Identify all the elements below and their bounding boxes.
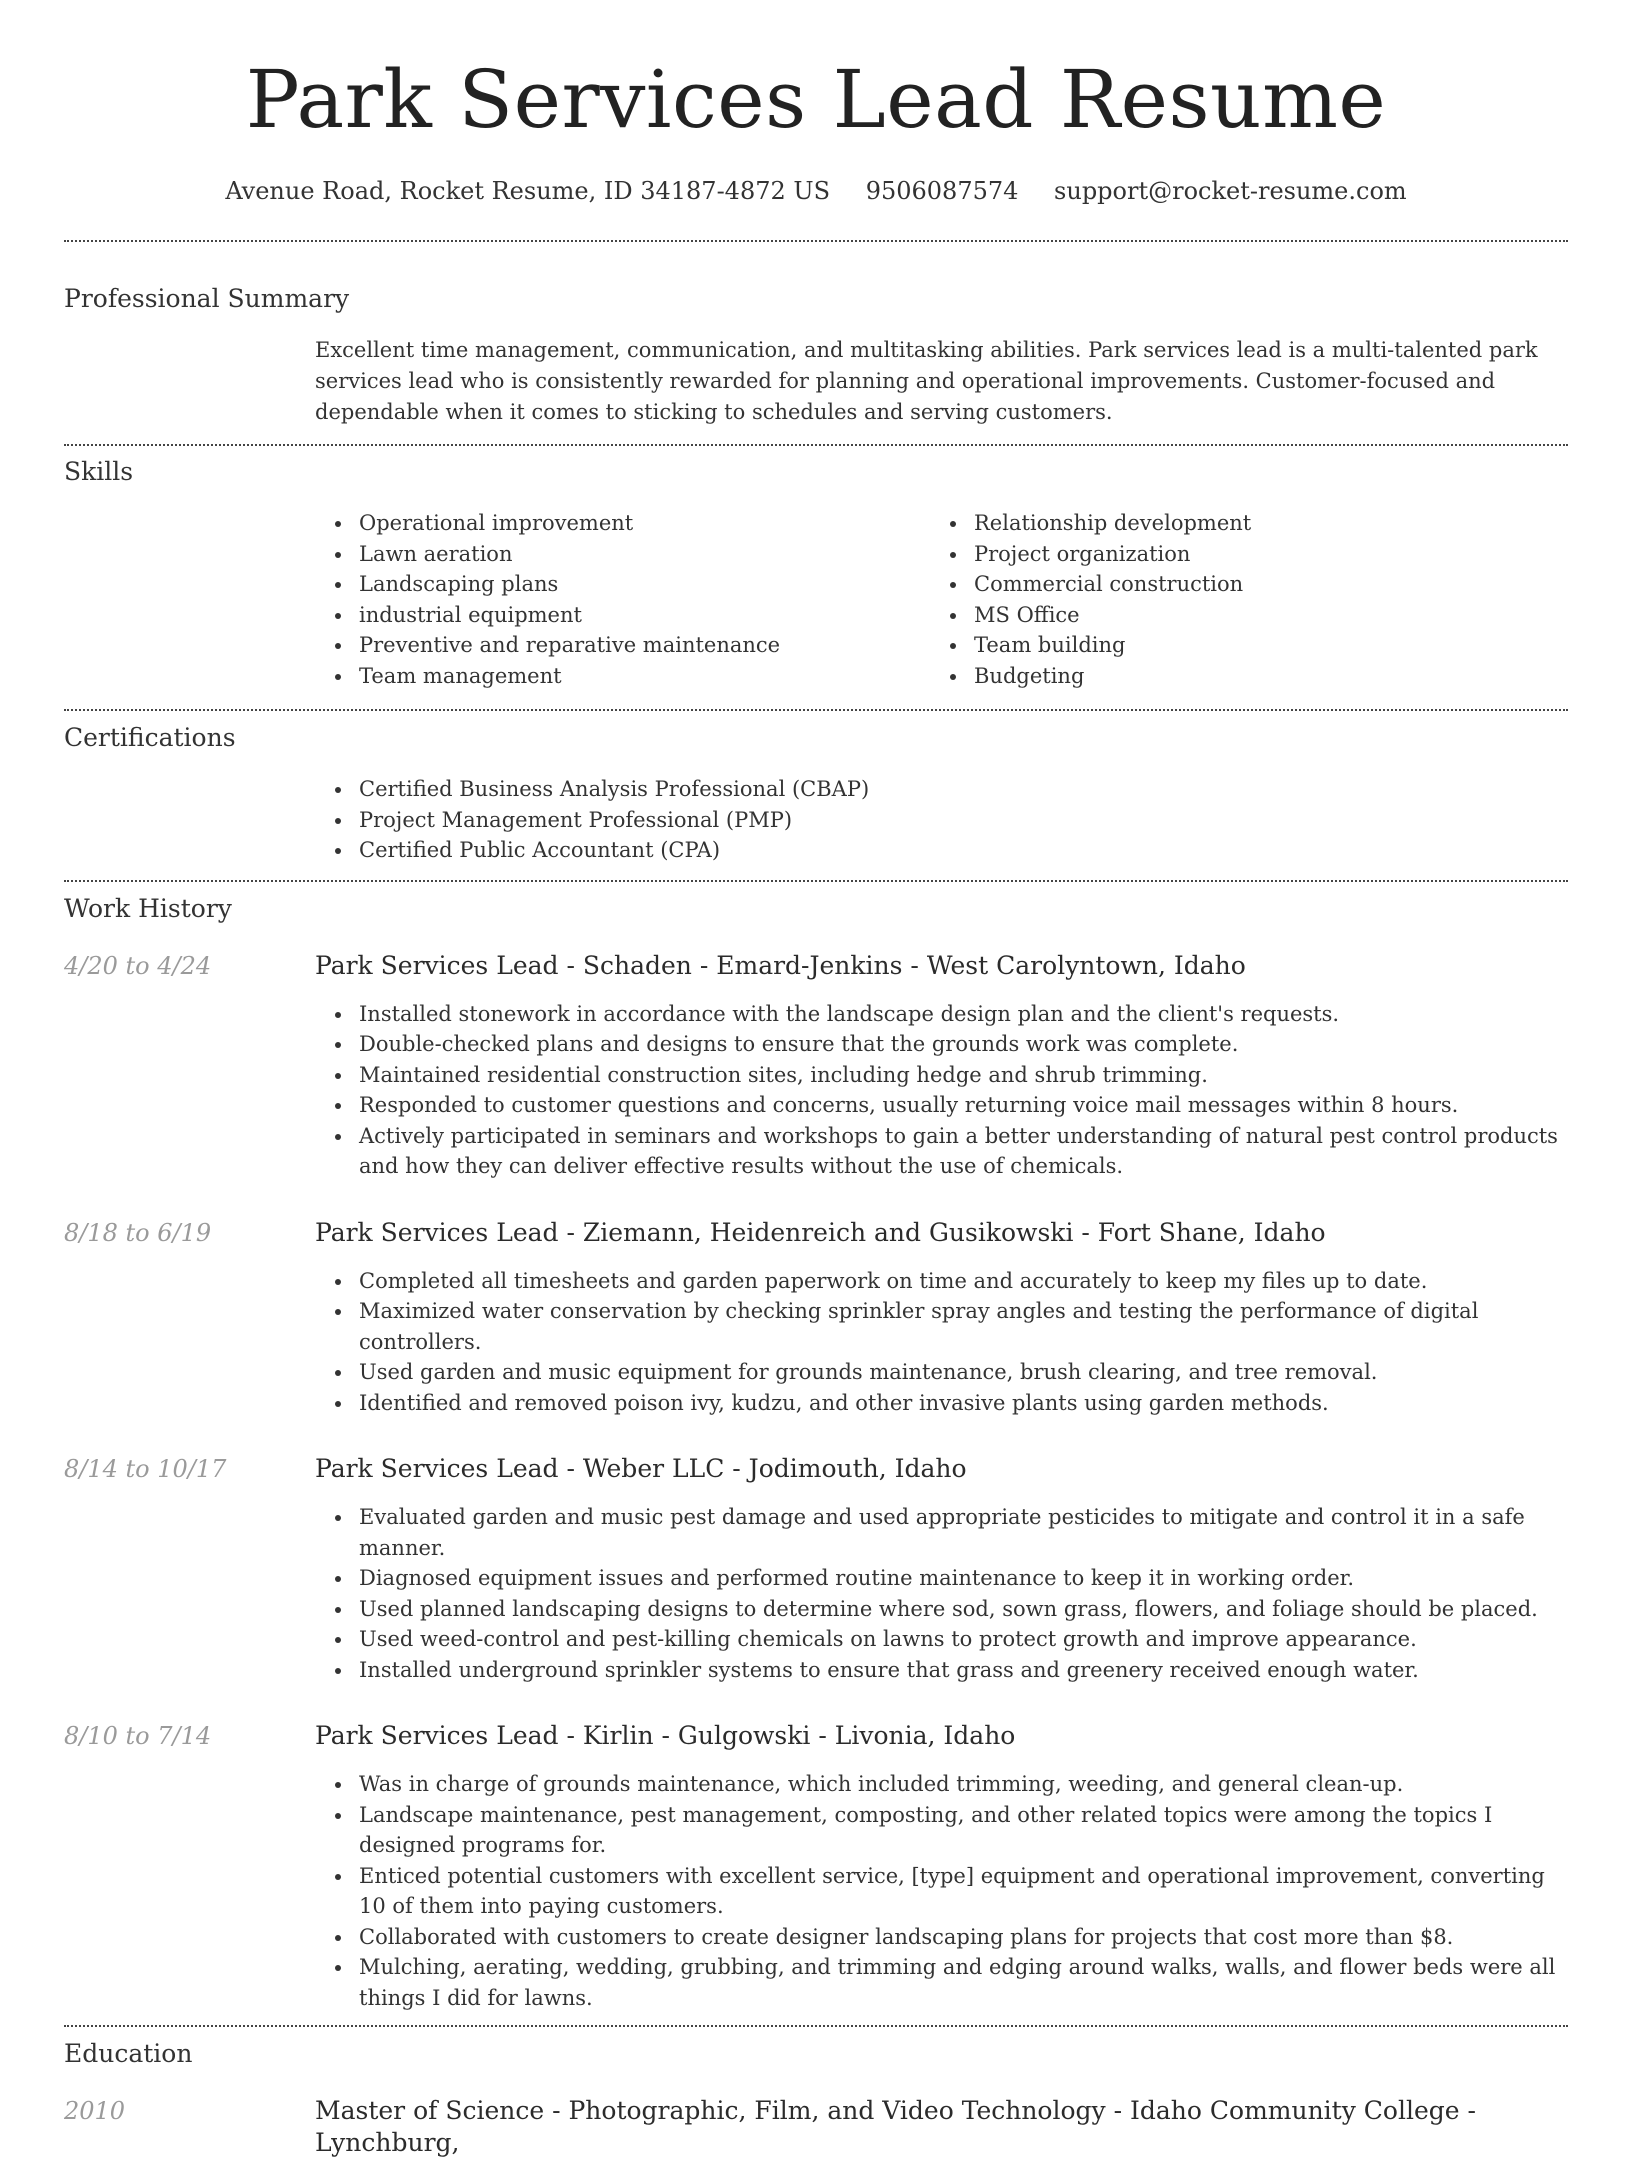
job-bullet: Mulching, aerating, wedding, grubbing, and trimming and edging around walks, walls, and flower beds were all things I did for lawns. [315,1952,1568,2013]
job-bullet: Maximized water conservation by checking sprinkler spray angles and testing the performance of digital controllers. [315,1296,1568,1357]
work-section [64,882,1568,2026]
job-bullet: Used weed-control and pest-killing chemicals on lawns to protect growth and improve appearance. [315,1624,1568,1655]
job-title: Park Services Lead - Kirlin - Gulgowski - Livonia, Idaho [315,1721,1016,1750]
job-bullet: Maintained residential construction sites, including hedge and shrub trimming. [315,1060,1568,1091]
certification-item: Project Management Professional (PMP) [315,805,1568,836]
skills-list-right [930,508,1545,691]
certifications-list [315,774,1568,866]
job-bullet: Installed stonework in accordance with the landscape design plan and the client's requests. [315,999,1568,1030]
certification-item: Certified Business Analysis Professional (CBAP) [315,774,1568,805]
job-bullet: Used garden and music equipment for grounds maintenance, brush clearing, and tree removal. [315,1357,1568,1388]
job-bullet: Identified and removed poison ivy, kudzu, and other invasive plants using garden methods. [315,1388,1568,1419]
job-dates: 4/20 to 4/24 [64,951,212,980]
contact-address: Avenue Road, Rocket Resume, ID 34187-4872 US [225,177,831,205]
job-bullets [315,1502,1568,1685]
contact-email: support@rocket-resume.com [1054,177,1407,205]
job-entry [64,1217,1568,1419]
education-year: 2010 [64,2097,126,2125]
certifications-section [64,711,1568,880]
skill-item: Lawn aeration [315,539,930,570]
skills-heading: Skills [64,457,134,486]
job-bullet: Installed underground sprinkler systems to ensure that grass and greenery received enough water. [315,1655,1568,1686]
job-bullet: Diagnosed equipment issues and performed routine maintenance to keep it in working order. [315,1563,1568,1594]
skill-item: Budgeting [930,661,1545,692]
job-bullet: Evaluated garden and music pest damage and used appropriate pesticides to mitigate and control it in a safe manner. [315,1502,1568,1563]
education-heading: Education [64,2039,193,2068]
contact-line [64,176,1568,206]
summary-heading: Professional Summary [64,284,350,313]
skill-item: Project organization [930,539,1545,570]
job-title: Park Services Lead - Weber LLC - Jodimouth, Idaho [315,1454,967,1483]
skill-item: Team management [315,661,930,692]
skill-item: Team building [930,630,1545,661]
job-title: Park Services Lead - Schaden - Emard-Jenkins - West Carolyntown, Idaho [315,950,1246,980]
job-bullets [315,1266,1568,1419]
resume-title: Park Services Lead Resume [245,53,1387,146]
job-bullet: Enticed potential customers with excellent service, [type] equipment and operational improvement, converting 10 of them into paying customers. [315,1861,1568,1922]
job-dates: 8/18 to 6/19 [64,1218,212,1247]
job-bullet: Actively participated in seminars and workshops to gain a better understanding of natural pest control products and how they can deliver effective results without the use of chemicals. [315,1121,1568,1182]
job-entry [64,950,1568,1182]
skills-section [64,446,1568,709]
skill-item: Landscaping plans [315,569,930,600]
job-bullet: Used planned landscaping designs to determine where sod, sown grass, flowers, and foliage should be placed. [315,1594,1568,1625]
job-bullet: Completed all timesheets and garden paperwork on time and accurately to keep my files up to date. [315,1266,1568,1297]
skill-item: Commercial construction [930,569,1545,600]
job-dates: 8/14 to 10/17 [64,1455,227,1483]
skill-item: MS Office [930,600,1545,631]
skills-list-left [315,508,930,691]
skill-item: Relationship development [930,508,1545,539]
education-section [64,2027,1568,2159]
job-bullet: Was in charge of grounds maintenance, which included trimming, weeding, and general clean-up. [315,1769,1568,1800]
certifications-heading: Certifications [64,723,236,752]
skill-item: Operational improvement [315,508,930,539]
work-heading: Work History [64,893,232,923]
job-bullet: Responded to customer questions and concerns, usually returning voice mail messages within 8 hours. [315,1090,1568,1121]
skill-item: industrial equipment [315,600,930,631]
education-entry [64,2095,1568,2159]
education-title: Master of Science - Photographic, Film, and Video Technology - Idaho Community College - Lynchburg, [315,2096,1476,2157]
certification-item: Certified Public Accountant (CPA) [315,835,1568,866]
job-bullets [315,999,1568,1182]
job-bullet: Double-checked plans and designs to ensure that the grounds work was complete. [315,1029,1568,1060]
job-bullet: Landscape maintenance, pest management, composting, and other related topics were among the topics I designed programs for. [315,1800,1568,1861]
job-entry [64,1720,1568,2013]
summary-section [64,242,1568,444]
job-dates: 8/10 to 7/14 [64,1722,212,1750]
resume-page [64,0,1568,2159]
job-entry [64,1453,1568,1685]
summary-text: Excellent time management, communication, and multitasking abilities. Park services lead is a multi-talented park services lead who is consistently rewarded for planning and operational improvements. Customer-focused and dependable when it comes to sticking to schedules and serving customers. [315,338,1538,424]
contact-phone: 9506087574 [865,177,1019,205]
job-bullet: Collaborated with customers to create designer landscaping plans for projects that cost more than $8. [315,1922,1568,1953]
skill-item: Preventive and reparative maintenance [315,630,930,661]
job-bullets [315,1769,1568,2013]
job-title: Park Services Lead - Ziemann, Heidenreich and Gusikowski - Fort Shane, Idaho [315,1217,1326,1247]
